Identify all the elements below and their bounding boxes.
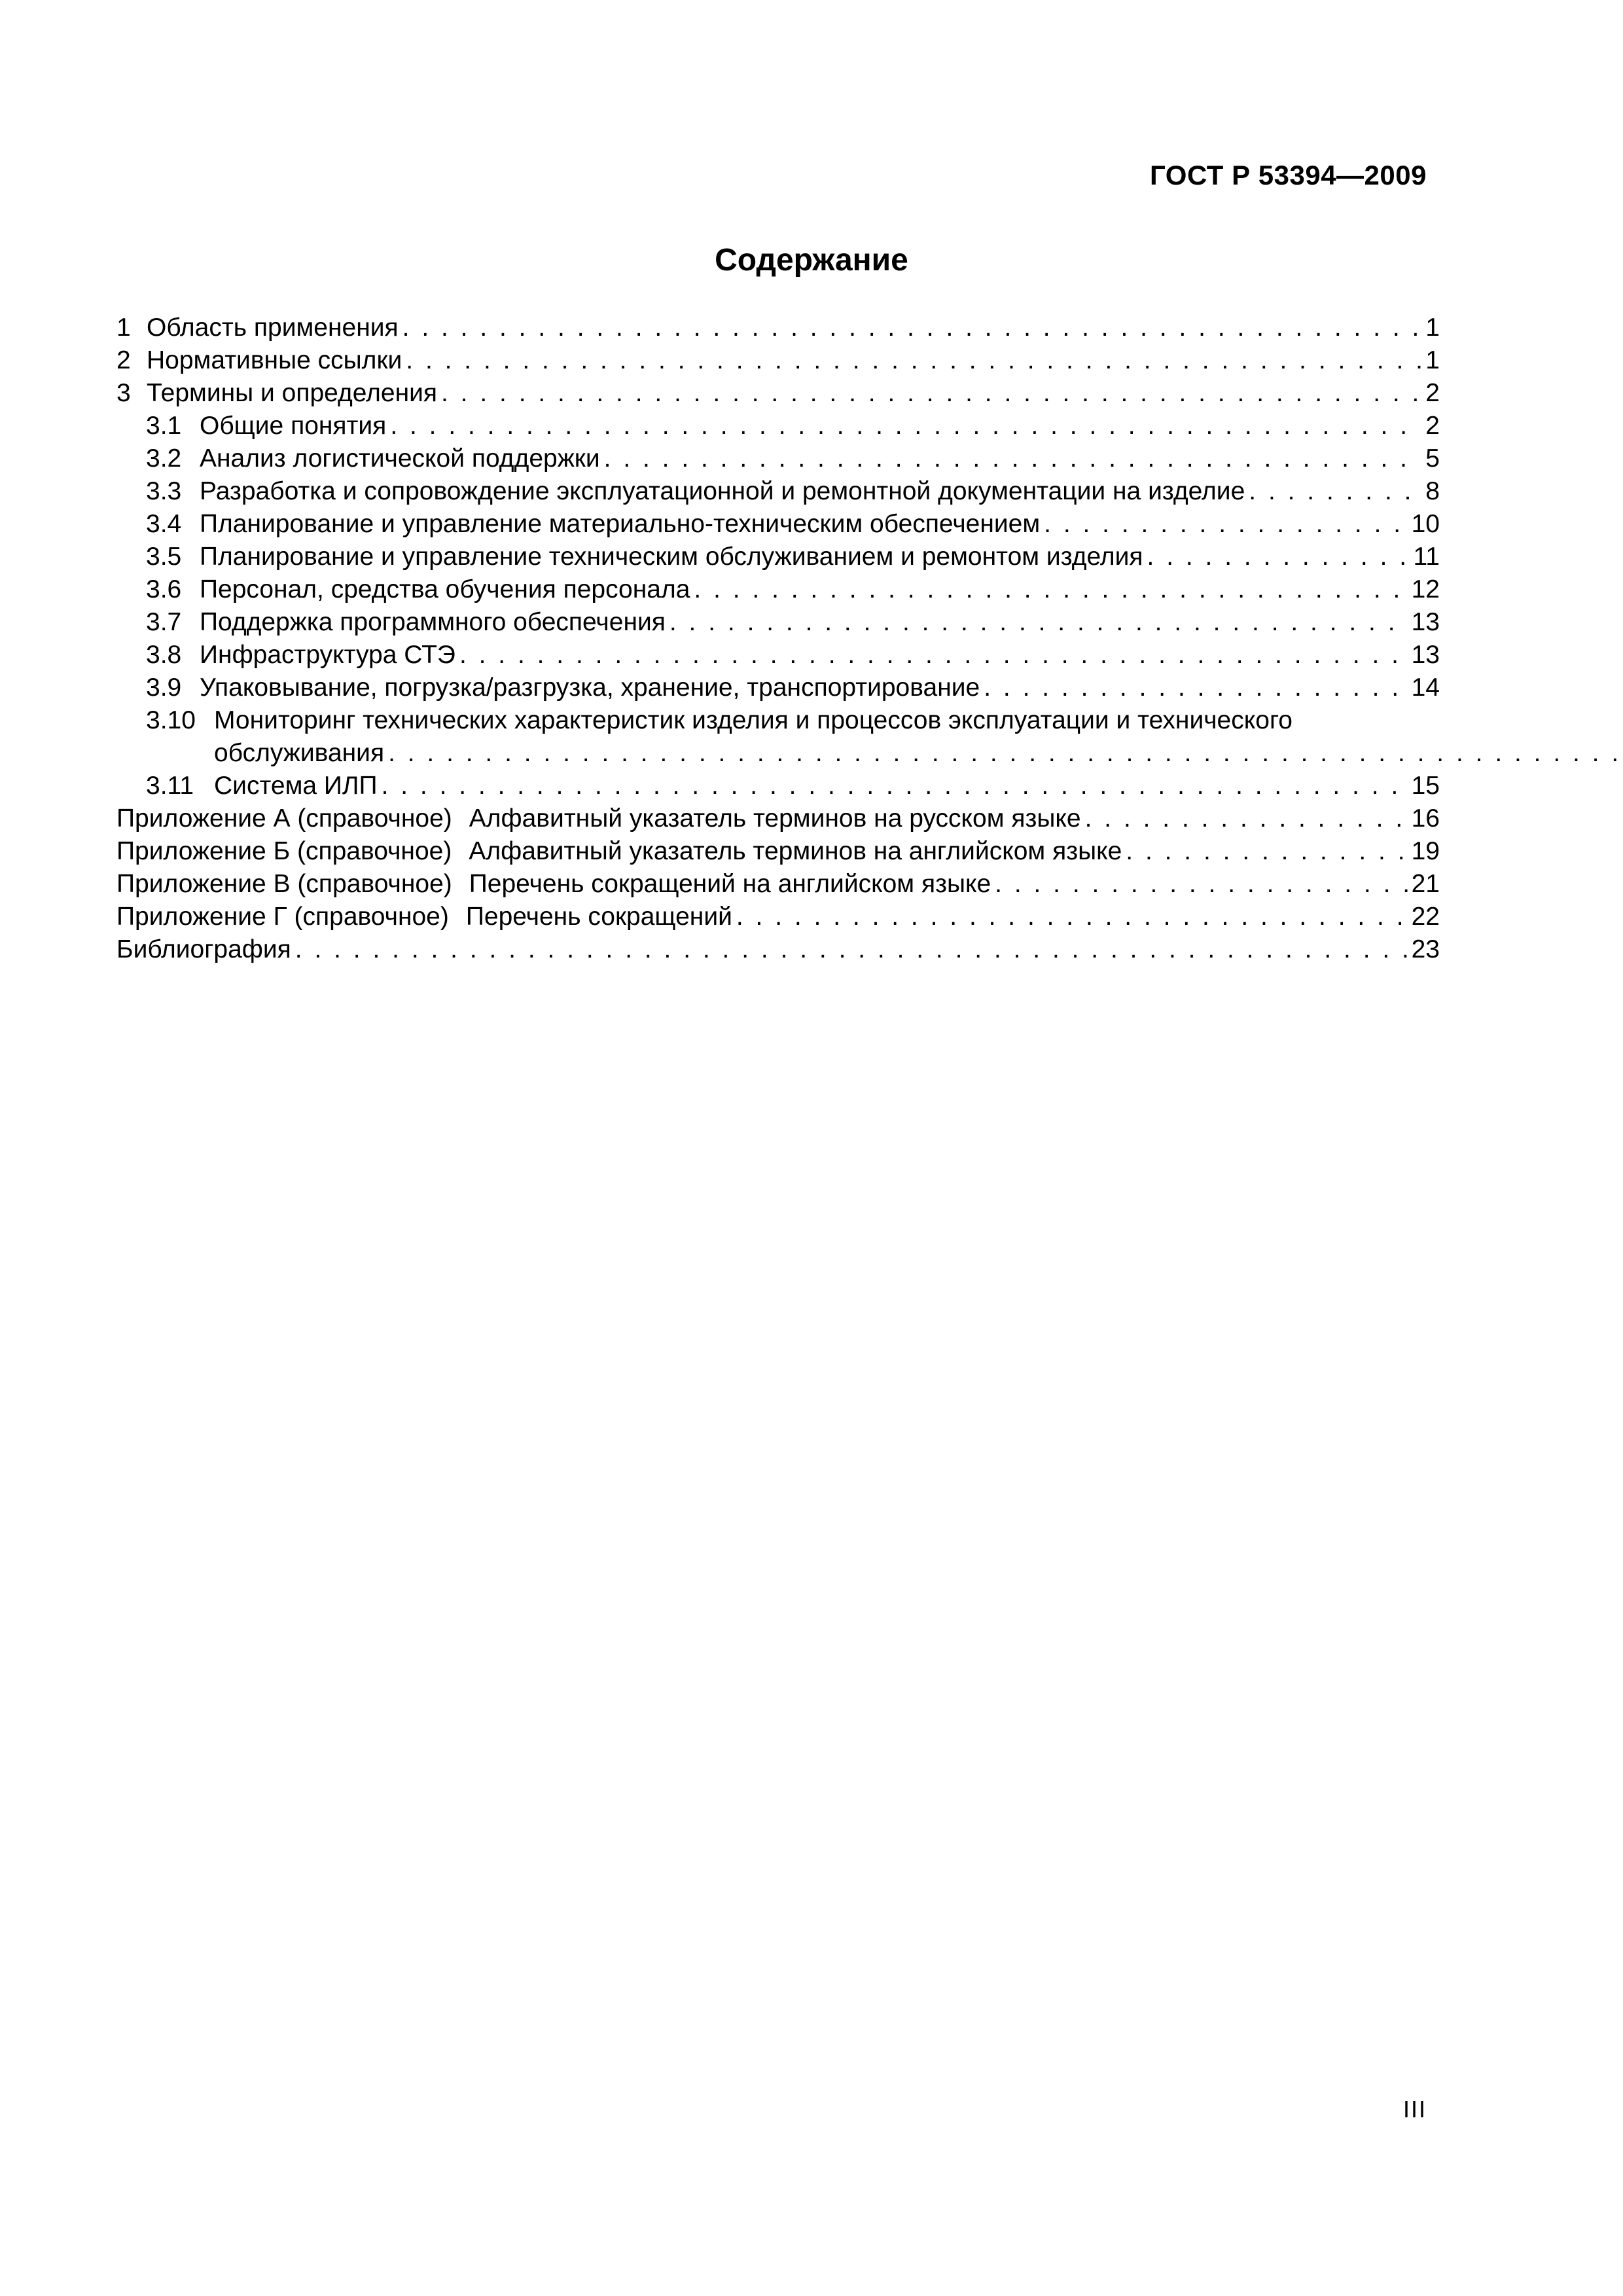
appendix-designation: Приложение А (справочное) <box>116 804 452 833</box>
dot-leader <box>441 377 1421 410</box>
toc-entry-number: 3.7 <box>146 608 182 636</box>
toc-entry-page: 14 <box>1411 673 1440 702</box>
toc-entry-page: 11 <box>1413 543 1440 571</box>
toc-entry-page: 13 <box>1411 608 1440 636</box>
toc-entry-number: 3.6 <box>146 575 182 603</box>
toc-entry[interactable] <box>116 442 1440 475</box>
dot-leader <box>669 606 1408 639</box>
toc-entry-label: Разработка и сопровождение эксплуатационной и ремонтной документации на изделие <box>200 477 1245 505</box>
toc-entry-appendix[interactable] <box>116 901 1440 933</box>
dot-leader <box>1085 802 1408 835</box>
toc-entry-label-continued: обслуживания <box>214 739 385 767</box>
table-of-contents <box>116 312 1440 966</box>
dot-leader <box>406 344 1421 377</box>
toc-entry-label: Алфавитный указатель терминов на русском языке <box>469 804 1081 833</box>
toc-entry-label: Библиография <box>116 935 291 963</box>
toc-entry-page: 1 <box>1425 346 1440 374</box>
toc-entry[interactable] <box>116 410 1440 442</box>
document-code: ГОСТ Р 53394—2009 <box>1150 160 1427 190</box>
toc-entry-label: Анализ логистической поддержки <box>200 444 600 473</box>
toc-entry-label: Планирование и управление материально-техническим обеспечением <box>200 510 1041 538</box>
toc-entry-label: Термины и определения <box>147 379 438 407</box>
toc-entry-page: 10 <box>1411 510 1440 538</box>
toc-entry-label: Перечень сокращений <box>465 903 732 931</box>
dot-leader <box>984 672 1407 704</box>
dot-leader <box>694 573 1407 606</box>
dot-leader <box>1126 835 1407 868</box>
toc-entry-label: Инфраструктура СТЭ <box>200 641 455 669</box>
toc-entry[interactable] <box>116 312 1440 344</box>
appendix-designation: Приложение В (справочное) <box>116 870 452 898</box>
toc-entry-number: 3.3 <box>146 477 182 505</box>
toc-entry-number: 2 <box>116 346 131 374</box>
toc-entry-label: Персонал, средства обучения персонала <box>200 575 690 603</box>
toc-entry-page: 21 <box>1411 870 1440 898</box>
toc-entry[interactable] <box>116 704 1440 770</box>
toc-entry-page: 1 <box>1425 314 1440 342</box>
toc-entry-appendix[interactable] <box>116 802 1440 835</box>
toc-entry[interactable] <box>116 770 1440 802</box>
dot-leader <box>382 770 1408 802</box>
dot-leader <box>459 639 1408 672</box>
page-number: III <box>1402 2096 1427 2123</box>
toc-entry-appendix[interactable] <box>116 868 1440 901</box>
toc-entry-label: Перечень сокращений на английском языке <box>469 870 991 898</box>
toc-entry-number: 3.5 <box>146 543 182 571</box>
toc-entry-page: 8 <box>1425 477 1440 505</box>
toc-entry-page: 12 <box>1411 575 1440 603</box>
dot-leader <box>995 868 1407 901</box>
appendix-designation: Приложение Б (справочное) <box>116 837 452 865</box>
dot-leader <box>736 901 1408 933</box>
toc-entry-label: Система ИЛП <box>214 772 378 800</box>
toc-entry-page: 5 <box>1425 444 1440 473</box>
toc-entry-label: Общие понятия <box>200 412 387 440</box>
toc-entry-number: 3.9 <box>146 673 182 702</box>
dot-leader <box>1044 508 1407 541</box>
toc-entry-number: 3.11 <box>146 772 194 800</box>
toc-entry-page: 13 <box>1411 641 1440 669</box>
toc-entry[interactable] <box>116 541 1440 573</box>
dot-leader <box>1249 475 1421 508</box>
toc-entry-page: 2 <box>1425 379 1440 407</box>
toc-entry-bibliography[interactable] <box>116 933 1440 966</box>
toc-entry-page: 15 <box>1411 772 1440 800</box>
toc-entry[interactable] <box>116 672 1440 704</box>
dot-leader <box>402 312 1422 344</box>
toc-entry[interactable] <box>116 606 1440 639</box>
toc-entry-label: Нормативные ссылки <box>147 346 402 374</box>
toc-entry-appendix[interactable] <box>116 835 1440 868</box>
toc-entry-number: 3 <box>116 379 131 407</box>
toc-entry-label: Область применения <box>147 314 399 342</box>
toc-entry-label: Планирование и управление техническим обслуживанием и ремонтом изделия <box>200 543 1143 571</box>
dot-leader <box>390 410 1421 442</box>
toc-entry-label: Поддержка программного обеспечения <box>200 608 666 636</box>
toc-entry[interactable] <box>116 639 1440 672</box>
toc-entry[interactable] <box>116 344 1440 377</box>
toc-entry-page: 23 <box>1411 935 1440 963</box>
toc-entry-number: 3.10 <box>146 706 196 734</box>
toc-entry-page: 2 <box>1425 412 1440 440</box>
toc-entry[interactable] <box>116 508 1440 541</box>
appendix-designation: Приложение Г (справочное) <box>116 903 449 931</box>
toc-entry-number: 3.4 <box>146 510 182 538</box>
toc-entry-number: 3.8 <box>146 641 182 669</box>
toc-entry-page: 16 <box>1411 804 1440 833</box>
toc-entry-label: Алфавитный указатель терминов на английском языке <box>469 837 1122 865</box>
toc-entry-label: Мониторинг технических характеристик изделия и процессов эксплуатации и технического <box>214 706 1293 734</box>
toc-entry-label: Упаковывание, погрузка/разгрузка, хранение, транспортирование <box>200 673 980 702</box>
toc-entry-number: 3.1 <box>146 412 182 440</box>
toc-entry-page: 19 <box>1411 837 1440 865</box>
dot-leader <box>295 933 1408 966</box>
dot-leader <box>388 737 1623 770</box>
dot-leader <box>604 442 1422 475</box>
toc-title: Содержание <box>715 243 908 278</box>
toc-entry[interactable] <box>116 377 1440 410</box>
dot-leader <box>1147 541 1410 573</box>
toc-entry-number: 1 <box>116 314 131 342</box>
toc-entry[interactable] <box>116 475 1440 508</box>
toc-entry[interactable] <box>116 573 1440 606</box>
toc-entry-number: 3.2 <box>146 444 182 473</box>
toc-entry-page: 22 <box>1411 903 1440 931</box>
